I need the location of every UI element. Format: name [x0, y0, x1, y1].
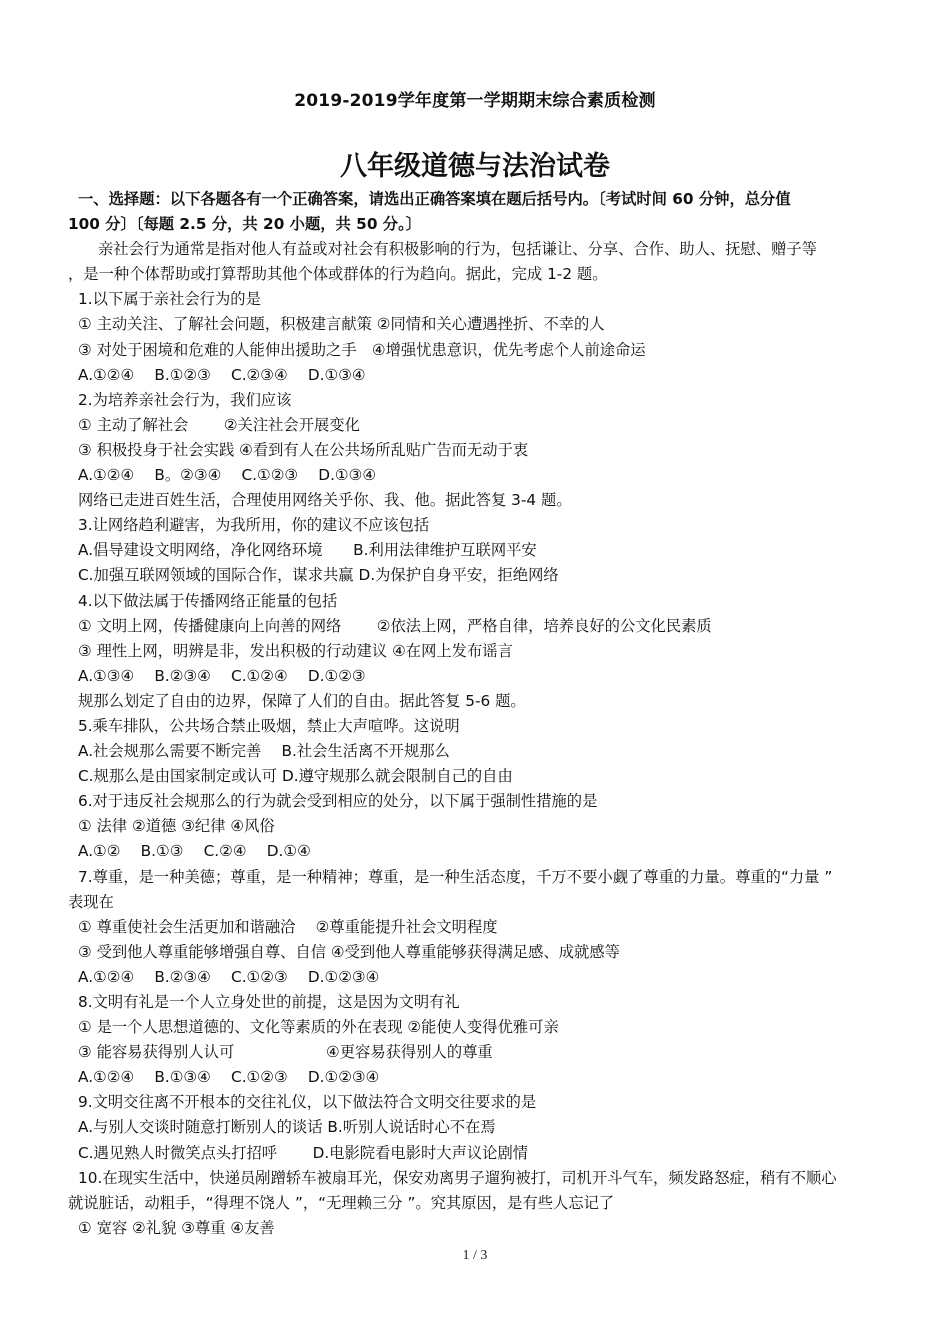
- question-line: 8.文明有礼是一个人立身处世的前提，这是因为文明有礼: [78, 993, 460, 1011]
- question-line: 6.对于违反社会规那么的行为就会受到相应的处分，以下属于强制性措施的是: [78, 792, 598, 811]
- question-line: ① 是一个人思想道德的、文化等素质的外在表现 ②能使人变得优雅可亲: [78, 1018, 559, 1037]
- question-line: 1.以下属于亲社会行为的是: [78, 290, 261, 309]
- question-line: A.倡导建设文明网络，净化网络环境 B.利用法律维护互联网平安: [78, 541, 537, 560]
- question-line: 4.以下做法属于传播网络正能量的包括: [78, 591, 338, 610]
- question-line: 网络已走进百姓生活，合理使用网络关乎你、我、他。据此答复 3-4 题。: [78, 491, 572, 510]
- question-line: ① 尊重使社会生活更加和谐融洽 ②尊重能提升社会文明程度: [78, 917, 498, 936]
- question-7-line-1: 7.尊重，是一种美德；尊重，是一种精神；尊重，是一种生活态度，千万不要小觑了尊重的力量。尊重的“力量 ”: [78, 867, 833, 886]
- exam-content: [68, 187, 886, 1241]
- page-number: 1 / 3: [462, 1248, 488, 1263]
- question-line: ① 主动了解社会 ②关注社会开展变化: [78, 415, 360, 434]
- question-line: ③ 能容易获得别人认可 ④更容易获得别人的尊重: [78, 1043, 493, 1062]
- section-heading-line-2: 100 分〕〔每题 2.5 分，共 20 小题，共 50 分。〕: [68, 215, 422, 234]
- intro-paragraph-line-1: 亲社会行为通常是指对他人有益或对社会有积极影响的行为，包括谦让、分享、合作、助人、抚慰、赠子等: [98, 240, 817, 259]
- question-line: 规那么划定了自由的边界，保障了人们的自由。据此答复 5-6 题。: [78, 691, 526, 710]
- question-line: 9.文明交往离不开根本的交往礼仪，以下做法符合文明交往要求的是: [78, 1093, 537, 1112]
- question-line: ③ 对处于困境和危难的人能伸出援助之手 ④增强忧患意识，优先考虑个人前途命运: [78, 340, 646, 359]
- question-line: A.与别人交谈时随意打断别人的谈话 B.听别人说话时心不在焉: [78, 1118, 496, 1137]
- question-7-line-2: 表现在: [68, 892, 114, 911]
- question-line: 3.让网络趋利避害，为我所用，你的建议不应该包括: [78, 516, 430, 535]
- question-line: C.遇见熟人时微笑点头打招呼 D.电影院看电影时大声议论剧情: [78, 1143, 529, 1162]
- answer-options: A.①②④ B.②③④ C.①②③ D.①②③④: [78, 967, 380, 986]
- question-line: ① 法律 ②道德 ③纪律 ④风俗: [78, 817, 275, 836]
- answer-options: A.①② B.①③ C.②④ D.①④: [78, 842, 311, 861]
- question-line: 2.为培养亲社会行为，我们应该: [78, 390, 292, 409]
- intro-paragraph-line-2: ，是一种个体帮助或打算帮助其他个体或群体的行为趋向。据此，完成 1-2 题。: [68, 265, 608, 284]
- question-line: A.社会规那么需要不断完善 B.社会生活离不开规那么: [78, 742, 450, 761]
- question-line: ③ 理性上网，明辨是非，发出积极的行动建议 ④在网上发布谣言: [78, 641, 513, 660]
- section-heading-line-1: 一、选择题：以下各题各有一个正确答案，请选出正确答案填在题后括号内。〔考试时间 60 分钟，总分值: [78, 190, 791, 208]
- question-10-line-1: 10.在现实生活中，快递员剐蹭轿车被扇耳光，保安劝离男子遛狗被打，司机开斗气车，频发路怒症，稍有不顺心: [78, 1168, 837, 1187]
- exam-title: 八年级道德与法治试卷: [340, 151, 610, 182]
- answer-options: A.①②④ B.①②③ C.②③④ D.①③④: [78, 365, 366, 384]
- question-line: ③ 积极投身于社会实践 ④看到有人在公共场所乱贴广告而无动于衷: [78, 440, 529, 459]
- question-line: ① 宽容 ②礼貌 ③尊重 ④友善: [78, 1218, 275, 1237]
- question-line: 5.乘车排队，公共场合禁止吸烟，禁止大声喧哗。这说明: [78, 716, 460, 735]
- answer-options: A.①③④ B.②③④ C.①②④ D.①②③: [78, 666, 366, 685]
- answer-options: A.①②④ B。②③④ C.①②③ D.①③④: [78, 466, 377, 485]
- answer-options: A.①②④ B.①③④ C.①②③ D.①②③④: [78, 1068, 380, 1087]
- question-line: ① 文明上网，传播健康向上向善的网络 ②依法上网，严格自律，培养良好的公文化民素质: [78, 616, 712, 635]
- question-line: ③ 受到他人尊重能够增强自尊、自信 ④受到他人尊重能够获得满足感、成就感等: [78, 942, 620, 961]
- question-line: C.规那么是由国家制定或认可 D.遵守规那么就会限制自己的自由: [78, 767, 513, 786]
- question-10-line-2: 就说脏话，动粗手，“得理不饶人 ”，“无理赖三分 ”。究其原因，是有些人忘记了: [68, 1193, 615, 1212]
- exam-subtitle: 2019-2019学年度第一学期期末综合素质检测: [294, 91, 656, 111]
- question-line: C.加强互联网领域的国际合作，谋求共赢 D.为保护自身平安，拒绝网络: [78, 566, 559, 585]
- question-line: ① 主动关注、了解社会问题，积极建言献策 ②同情和关心遭遇挫折、不幸的人: [78, 315, 605, 334]
